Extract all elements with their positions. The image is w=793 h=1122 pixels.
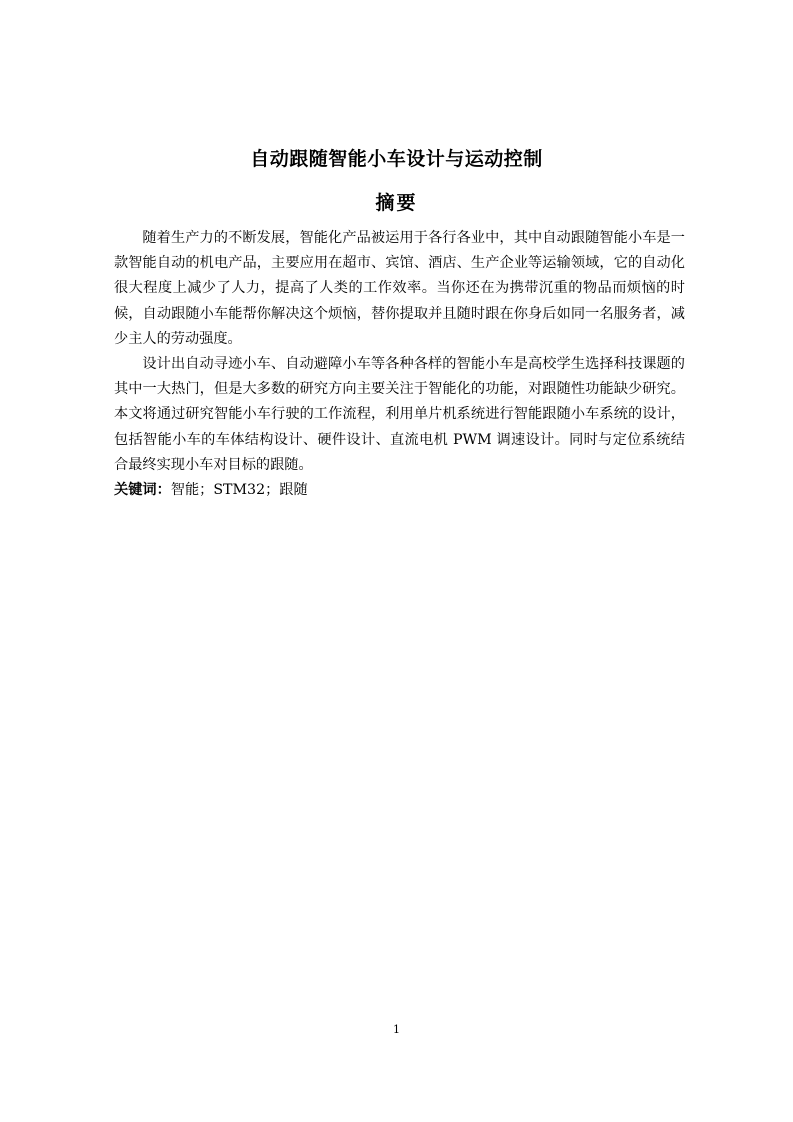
abstract-heading: 摘要 xyxy=(375,192,418,214)
abstract-body xyxy=(114,226,685,503)
page-number: 1 xyxy=(393,1023,400,1036)
keywords-line xyxy=(114,478,685,503)
abstract-paragraph-2: 设计出自动寻迹小车、自动避障小车等各种各样的智能小车是高校学生选择科技课题的其中一大热门，但是大多数的研究方向主要关注于智能化的功能，对跟随性功能缺少研究。本文将通过研究智能小车行驶的工作流程，利用单片机系统进行智能跟随小车系统的设计，包括智能小车的车体结构设计、硬件设计、直流电机 PWM 调速设计。同时与定位系统结合最终实现小车对目标的跟随。 xyxy=(114,356,685,473)
keywords-text: 智能；STM32；跟随 xyxy=(170,482,308,499)
paper-title: 自动跟随智能小车设计与运动控制 xyxy=(250,148,543,170)
abstract-paragraph-1: 随着生产力的不断发展，智能化产品被运用于各行各业中，其中自动跟随智能小车是一款智能自动的机电产品，主要应用在超市、宾馆、酒店、生产企业等运输领域，它的自动化很大程度上减少了人力，提高了人类的工作效率。当你还在为携带沉重的物品而烦恼的时候，自动跟随小车能帮你解决这个烦恼，替你提取并且随时跟在你身后如同一名服务者，减少主人的劳动强度。 xyxy=(114,230,685,347)
keywords-label: 关键词： xyxy=(114,482,171,499)
